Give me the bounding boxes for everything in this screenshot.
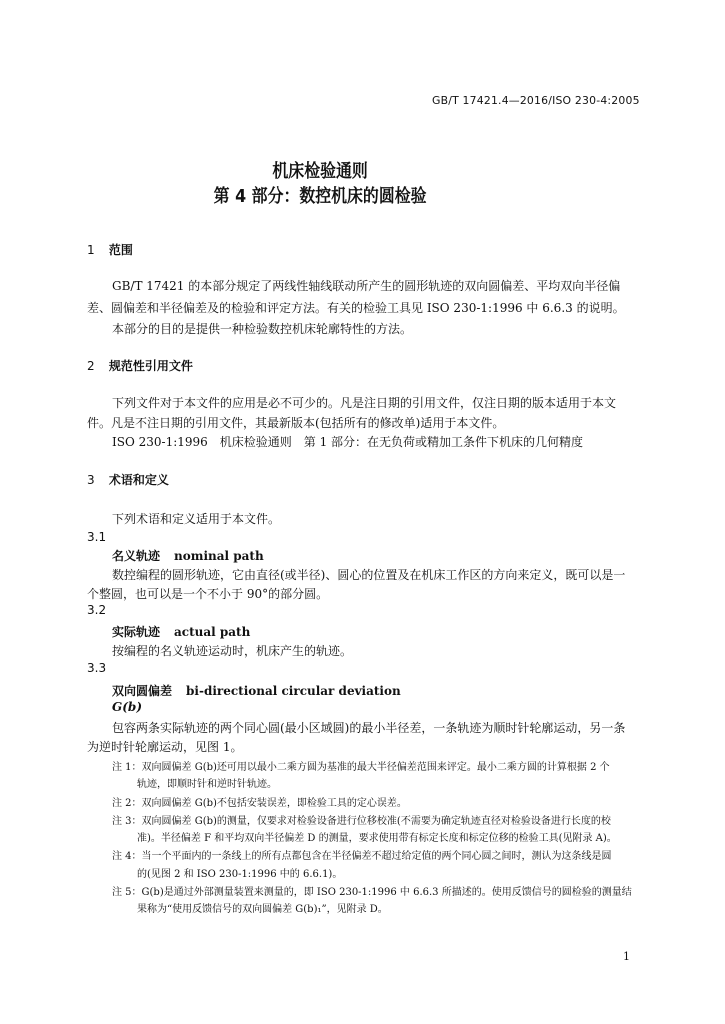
section-heading-terms: [87, 471, 169, 488]
paragraph-line: 件。凡是不注日期的引用文件，其最新版本(包括所有的修改单)适用于本文件。: [87, 416, 505, 430]
paragraph-line: 下列文件对于本文件的应用是必不可少的。凡是注日期的引用文件，仅注日期的版本适用于本文: [112, 396, 617, 410]
section-heading-scope: [87, 241, 133, 258]
term-bidirectional-deviation: [112, 682, 401, 699]
standard-number: GB/T 17421.4—2016/ISO 230-4:2005: [432, 94, 641, 107]
section-label: 术语和定义: [108, 473, 169, 487]
paragraph-line: 下列术语和定义适用于本文件。: [112, 512, 281, 526]
note-5-line: 果称为“使用反馈信号的双向圆偏差 G(b)₁”，见附录 D。: [137, 904, 388, 915]
note-2: 注 2：双向圆偏差 G(b)不包括安装误差，即检验工具的定心误差。: [112, 798, 407, 809]
note-1-line: 轨迹，即顺时针和逆时针轨迹。: [137, 779, 277, 790]
term-chinese: 实际轨迹: [112, 625, 161, 639]
section-number: 2: [87, 359, 95, 373]
page-number: 1: [623, 950, 630, 963]
term-chinese: 双向圆偏差: [112, 684, 173, 698]
term-symbol: G(b): [112, 700, 142, 714]
definition-line: 数控编程的圆形轨迹，它由直径(或半径)、圆心的位置及在机床工作区的方向来定义，既可以是一: [112, 568, 626, 582]
section-heading-normative-references: [87, 357, 193, 374]
paragraph-line: 差、圆偏差和半径偏差及的检验和评定方法。有关的检验工具见 ISO 230-1:1996 中 6.6.3 的说明。: [87, 301, 625, 315]
term-english: actual path: [174, 625, 251, 639]
term-actual-path: [112, 623, 250, 640]
term-english: nominal path: [174, 549, 264, 563]
note-4-line: 的(见图 2 和 ISO 230-1:1996 中的 6.6.1)。: [137, 869, 343, 880]
term-english: bi-directional circular deviation: [186, 684, 401, 698]
section-number: 1: [87, 243, 95, 257]
paragraph-line: 本部分的目的是提供一种检验数控机床轮廓特性的方法。: [112, 322, 413, 336]
note-5-line: 注 5：G(b)是通过外部测量装置来测量的，即 ISO 230-1:1996 中 6.6.3 所描述的。使用反馈信号的圆检验的测量结: [112, 887, 632, 898]
clause-number: 3.2: [87, 603, 107, 617]
section-number: 3: [87, 473, 95, 487]
definition-line: 为逆时针轮廓运动，见图 1。: [87, 740, 243, 754]
term-nominal-path: [112, 547, 264, 564]
term-chinese: 名义轨迹: [112, 549, 161, 563]
reference-item: ISO 230-1:1996 机床检验通则 第 1 部分：在无负荷或精加工条件下机床的几何精度: [112, 435, 584, 449]
paragraph-line: GB/T 17421 的本部分规定了两线性轴线联动所产生的圆形轨迹的双向圆偏差、平均双向半径偏: [112, 279, 621, 293]
note-3-line: 准)。半径偏差 F 和平均双向半径偏差 D 的测量，要求使用带有标定长度和标定位移的检验工具(见附录 A)。: [137, 833, 617, 844]
note-1-line: 注 1：双向圆偏差 G(b)还可用以最小二乘方圆为基准的最大半径偏差范围来评定。最小二乘方圆的计算根据 2 个: [112, 762, 610, 773]
document-subtitle: 第 4 部分：数控机床的圆检验: [213, 186, 427, 207]
section-label: 范围: [108, 243, 133, 257]
definition-line: 包容两条实际轨迹的两个同心圆(最小区域圆)的最小半径差，一条轨迹为顺时针轮廓运动，另一条: [112, 721, 626, 735]
definition-line: 个整圆，也可以是一个不小于 90°的部分圆。: [87, 587, 329, 601]
section-label: 规范性引用文件: [108, 359, 193, 373]
clause-number: 3.1: [87, 530, 107, 544]
note-4-line: 注 4：当一个平面内的一条线上的所有点都包含在半径偏差不超过给定值的两个同心圆之间时，测认为这条线是圆: [112, 851, 612, 862]
definition-line: 按编程的名义轨迹运动时，机床产生的轨迹。: [112, 644, 353, 658]
clause-number: 3.3: [87, 661, 107, 675]
note-3-line: 注 3：双向圆偏差 G(b)的测量，仅要求对检验设备进行位移校准(不需要为确定轨迹直径对检验设备进行长度的校: [112, 816, 611, 827]
document-title: 机床检验通则: [272, 161, 368, 182]
